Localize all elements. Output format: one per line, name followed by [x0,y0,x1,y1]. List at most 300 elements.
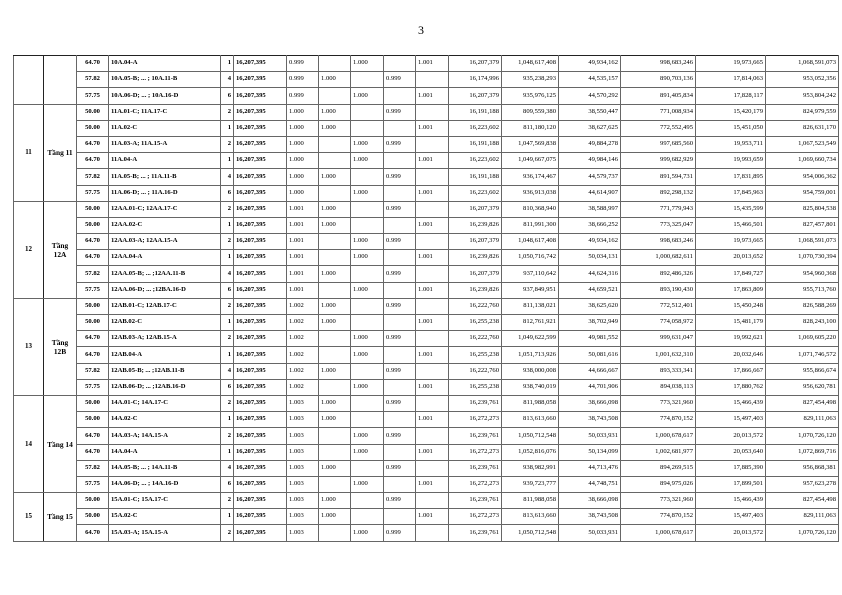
coef-a-cell: 1.000 [319,412,351,428]
unit-code-cell: 11A.06-D; ... ; 11A.16-D [109,185,221,201]
base-price-cell: 16,207,395 [234,56,287,72]
base-price-cell: 16,207,395 [234,315,287,331]
coef-d-cell: 1.001 [416,88,449,104]
coef-floor-cell: 1.003 [287,525,319,541]
coef-a-cell [319,56,351,72]
floor-name-cell: Tầng 12B [44,298,77,395]
vat-cell: 15,466,439 [696,493,766,509]
coef-a-cell: 1.000 [319,493,351,509]
land-value-cell: 894,269,515 [621,460,696,476]
coef-floor-cell: 0.999 [287,88,319,104]
table-row [14,136,839,152]
maintenance-fee-cell: 38,625,620 [559,298,621,314]
price-before-vat-cell: 1,050,716,742 [502,250,559,266]
coef-c-cell [384,88,416,104]
total-price-cell: 1,069,660,734 [766,153,839,169]
coef-floor-cell: 0.999 [287,56,319,72]
land-value-cell: 773,325,047 [621,217,696,233]
land-value-cell: 771,779,943 [621,201,696,217]
coef-a-cell [319,282,351,298]
total-price-cell: 1,072,869,716 [766,444,839,460]
vat-cell: 17,863,809 [696,282,766,298]
unit-code-cell: 12AA.05-B; ... ;12AA.11-B [109,266,221,282]
vat-cell: 15,451,050 [696,120,766,136]
base-price-cell: 16,207,395 [234,266,287,282]
vat-cell: 15,435,599 [696,201,766,217]
coef-c-cell: 0.999 [384,395,416,411]
page-number: 3 [418,23,424,37]
unit-code-cell: 11A.05-B; ... ; 11A.11-B [109,169,221,185]
quantity-cell: 2 [221,525,234,541]
area-cell: 50.00 [77,493,109,509]
maintenance-fee-cell: 50,034,131 [559,250,621,266]
table-row [14,282,839,298]
quantity-cell: 1 [221,444,234,460]
coef-c-cell: 0.999 [384,493,416,509]
vat-cell: 17,845,963 [696,185,766,201]
price-before-vat-cell: 809,559,380 [502,104,559,120]
coef-b-cell [351,509,384,525]
price-before-vat-cell: 1,051,713,926 [502,347,559,363]
unit-price-cell: 16,239,826 [449,282,502,298]
total-price-cell: 829,111,063 [766,412,839,428]
unit-code-cell: 10A.06-D; ... ; 10A.16-D [109,88,221,104]
unit-price-cell: 16,222,760 [449,363,502,379]
coef-b-cell [351,298,384,314]
coef-c-cell: 0.999 [384,72,416,88]
coef-d-cell [416,266,449,282]
area-cell: 57.75 [77,185,109,201]
maintenance-fee-cell: 44,666,667 [559,363,621,379]
coef-floor-cell: 1.000 [287,120,319,136]
maintenance-fee-cell: 49,984,146 [559,153,621,169]
unit-price-cell: 16,239,761 [449,428,502,444]
total-price-cell: 827,454,498 [766,395,839,411]
quantity-cell: 6 [221,88,234,104]
base-price-cell: 16,207,395 [234,201,287,217]
coef-b-cell [351,217,384,233]
coef-c-cell: 0.999 [384,234,416,250]
unit-price-cell: 16,222,760 [449,298,502,314]
price-before-vat-cell: 938,000,008 [502,363,559,379]
coef-floor-cell: 1.003 [287,460,319,476]
coef-c-cell: 0.999 [384,525,416,541]
coef-floor-cell: 1.001 [287,201,319,217]
price-before-vat-cell: 935,238,293 [502,72,559,88]
area-cell: 64.70 [77,444,109,460]
table-body [14,56,839,542]
land-value-cell: 893,190,430 [621,282,696,298]
unit-price-cell: 16,207,379 [449,266,502,282]
unit-price-cell: 16,223,602 [449,153,502,169]
coef-b-cell [351,120,384,136]
unit-price-cell: 16,207,379 [449,201,502,217]
unit-code-cell: 12AB.05-B; ... ;12AB.11-B [109,363,221,379]
coef-a-cell [319,250,351,266]
vat-cell: 19,953,711 [696,136,766,152]
unit-code-cell: 12AA.04-A [109,250,221,266]
base-price-cell: 16,207,395 [234,379,287,395]
coef-d-cell [416,525,449,541]
land-value-cell: 999,631,047 [621,331,696,347]
base-price-cell: 16,207,395 [234,460,287,476]
table-row [14,412,839,428]
coef-floor-cell: 1.003 [287,412,319,428]
vat-cell: 15,497,403 [696,509,766,525]
unit-code-cell: 14A.02-C [109,412,221,428]
area-cell: 57.75 [77,282,109,298]
total-price-cell: 953,052,356 [766,72,839,88]
land-value-cell: 774,870,152 [621,509,696,525]
land-value-cell: 893,333,341 [621,363,696,379]
unit-price-cell: 16,239,761 [449,493,502,509]
unit-code-cell: 11A.02-C [109,120,221,136]
quantity-cell: 1 [221,412,234,428]
maintenance-fee-cell: 38,666,098 [559,395,621,411]
unit-price-cell: 16,255,238 [449,379,502,395]
quantity-cell: 1 [221,509,234,525]
coef-b-cell: 1.000 [351,379,384,395]
unit-price-cell: 16,191,188 [449,136,502,152]
area-cell: 50.00 [77,395,109,411]
coef-b-cell [351,72,384,88]
coef-floor-cell: 1.001 [287,250,319,266]
maintenance-fee-cell: 38,743,508 [559,412,621,428]
area-cell: 64.70 [77,136,109,152]
quantity-cell: 2 [221,395,234,411]
unit-code-cell: 12AB.03-A; 12AB.15-A [109,331,221,347]
coef-c-cell [384,185,416,201]
coef-b-cell: 1.000 [351,88,384,104]
total-price-cell: 1,070,726,120 [766,525,839,541]
base-price-cell: 16,207,395 [234,395,287,411]
coef-a-cell: 1.000 [319,72,351,88]
coef-b-cell: 1.000 [351,428,384,444]
area-cell: 50.00 [77,104,109,120]
coef-c-cell [384,509,416,525]
coef-c-cell: 0.999 [384,201,416,217]
table-row [14,476,839,492]
floor-number-cell: 14 [14,395,44,492]
coef-d-cell: 1.001 [416,153,449,169]
coef-a-cell: 1.000 [319,217,351,233]
land-value-cell: 890,703,136 [621,72,696,88]
base-price-cell: 16,207,395 [234,217,287,233]
coef-d-cell [416,169,449,185]
total-price-cell: 954,006,362 [766,169,839,185]
unit-price-cell: 16,191,188 [449,104,502,120]
total-price-cell: 956,868,381 [766,460,839,476]
table-row [14,315,839,331]
coef-d-cell [416,395,449,411]
base-price-cell: 16,207,395 [234,444,287,460]
table-row [14,298,839,314]
unit-code-cell: 10A.05-B; ... ; 10A.11-B [109,72,221,88]
area-cell: 57.75 [77,379,109,395]
vat-cell: 20,013,572 [696,428,766,444]
coef-floor-cell: 1.002 [287,363,319,379]
quantity-cell: 4 [221,460,234,476]
coef-a-cell [319,525,351,541]
unit-price-cell: 16,223,602 [449,120,502,136]
coef-a-cell [319,428,351,444]
area-cell: 57.75 [77,476,109,492]
coef-floor-cell: 1.002 [287,331,319,347]
coef-c-cell [384,476,416,492]
land-value-cell: 774,870,152 [621,412,696,428]
vat-cell: 17,866,667 [696,363,766,379]
quantity-cell: 6 [221,185,234,201]
coef-c-cell [384,217,416,233]
total-price-cell: 954,759,001 [766,185,839,201]
area-cell: 57.82 [77,169,109,185]
total-price-cell: 826,588,269 [766,298,839,314]
coef-c-cell [384,412,416,428]
floor-name-cell: Tầng 15 [44,493,77,542]
area-cell: 64.70 [77,56,109,72]
unit-price-cell: 16,255,238 [449,315,502,331]
price-before-vat-cell: 1,049,667,075 [502,153,559,169]
base-price-cell: 16,207,395 [234,88,287,104]
unit-price-cell: 16,207,379 [449,56,502,72]
quantity-cell: 1 [221,347,234,363]
coef-b-cell [351,315,384,331]
coef-c-cell: 0.999 [384,428,416,444]
coef-floor-cell: 1.000 [287,185,319,201]
unit-price-cell: 16,239,761 [449,460,502,476]
coef-b-cell: 1.000 [351,136,384,152]
quantity-cell: 2 [221,298,234,314]
coef-d-cell: 1.001 [416,347,449,363]
coef-c-cell: 0.999 [384,136,416,152]
price-before-vat-cell: 935,976,125 [502,88,559,104]
area-cell: 50.00 [77,412,109,428]
coef-a-cell [319,88,351,104]
floor-number-cell: 11 [14,104,44,201]
coef-c-cell: 0.999 [384,363,416,379]
coef-d-cell [416,104,449,120]
coef-floor-cell: 1.002 [287,315,319,331]
quantity-cell: 4 [221,363,234,379]
land-value-cell: 894,975,026 [621,476,696,492]
unit-code-cell: 14A.06-D; ... ; 14A.16-D [109,476,221,492]
unit-price-cell: 16,272,273 [449,509,502,525]
coef-b-cell [351,363,384,379]
floor-name-cell: Tầng 11 [44,104,77,201]
price-before-vat-cell: 813,613,660 [502,412,559,428]
quantity-cell: 1 [221,315,234,331]
coef-floor-cell: 1.002 [287,298,319,314]
table-row [14,104,839,120]
table-row [14,250,839,266]
quantity-cell: 2 [221,104,234,120]
area-cell: 64.70 [77,347,109,363]
quantity-cell: 2 [221,331,234,347]
coef-d-cell [416,460,449,476]
land-value-cell: 892,486,326 [621,266,696,282]
land-value-cell: 892,298,132 [621,185,696,201]
coef-b-cell: 1.000 [351,444,384,460]
floor-number-cell: 12 [14,201,44,298]
unit-code-cell: 14A.04-A [109,444,221,460]
coef-d-cell [416,331,449,347]
land-value-cell: 1,000,678,617 [621,428,696,444]
coef-d-cell [416,493,449,509]
total-price-cell: 1,069,605,220 [766,331,839,347]
unit-code-cell: 15A.01-C; 15A.17-C [109,493,221,509]
total-price-cell: 1,067,523,549 [766,136,839,152]
floor-name-cell [44,56,77,105]
coef-b-cell: 1.000 [351,185,384,201]
coef-b-cell: 1.000 [351,282,384,298]
coef-floor-cell: 1.000 [287,136,319,152]
vat-cell: 19,973,665 [696,234,766,250]
coef-floor-cell: 1.001 [287,234,319,250]
coef-d-cell: 1.001 [416,444,449,460]
unit-code-cell: 10A.04-A [109,56,221,72]
price-before-vat-cell: 1,052,816,076 [502,444,559,460]
price-before-vat-cell: 1,047,569,838 [502,136,559,152]
coef-d-cell: 1.001 [416,412,449,428]
total-price-cell: 1,068,591,073 [766,234,839,250]
coef-b-cell: 1.000 [351,234,384,250]
coef-floor-cell: 1.003 [287,476,319,492]
vat-cell: 20,013,572 [696,525,766,541]
vat-cell: 17,880,762 [696,379,766,395]
land-value-cell: 1,001,632,310 [621,347,696,363]
price-before-vat-cell: 937,849,951 [502,282,559,298]
coef-d-cell: 1.001 [416,315,449,331]
coef-d-cell: 1.001 [416,379,449,395]
coef-a-cell: 1.000 [319,266,351,282]
maintenance-fee-cell: 38,666,252 [559,217,621,233]
coef-a-cell: 1.000 [319,201,351,217]
land-value-cell: 774,058,972 [621,315,696,331]
coef-floor-cell: 1.000 [287,104,319,120]
table-row [14,460,839,476]
table-row [14,347,839,363]
maintenance-fee-cell: 38,743,508 [559,509,621,525]
table-row [14,509,839,525]
price-before-vat-cell: 939,723,777 [502,476,559,492]
coef-a-cell: 1.000 [319,315,351,331]
price-before-vat-cell: 1,050,712,548 [502,428,559,444]
coef-floor-cell: 1.000 [287,153,319,169]
base-price-cell: 16,207,395 [234,72,287,88]
quantity-cell: 1 [221,250,234,266]
total-price-cell: 953,804,242 [766,88,839,104]
coef-b-cell [351,169,384,185]
unit-price-cell: 16,222,760 [449,331,502,347]
unit-price-cell: 16,207,379 [449,88,502,104]
vat-cell: 15,466,501 [696,217,766,233]
coef-a-cell [319,444,351,460]
unit-price-cell: 16,239,826 [449,217,502,233]
coef-d-cell: 1.001 [416,217,449,233]
total-price-cell: 1,070,726,120 [766,428,839,444]
unit-code-cell: 12AA.03-A; 12AA.15-A [109,234,221,250]
maintenance-fee-cell: 38,702,949 [559,315,621,331]
coef-a-cell: 1.000 [319,363,351,379]
land-value-cell: 894,038,113 [621,379,696,395]
maintenance-fee-cell: 50,033,931 [559,428,621,444]
coef-b-cell [351,395,384,411]
quantity-cell: 4 [221,169,234,185]
table-row [14,379,839,395]
vat-cell: 15,466,439 [696,395,766,411]
maintenance-fee-cell: 44,579,737 [559,169,621,185]
price-before-vat-cell: 1,050,712,548 [502,525,559,541]
unit-price-cell: 16,223,602 [449,185,502,201]
unit-code-cell: 11A.01-C; 11A.17-C [109,104,221,120]
coef-d-cell: 1.001 [416,250,449,266]
land-value-cell: 891,594,731 [621,169,696,185]
land-value-cell: 998,683,246 [621,234,696,250]
coef-d-cell: 1.001 [416,120,449,136]
floor-name-cell: Tầng 14 [44,395,77,492]
table-row [14,395,839,411]
maintenance-fee-cell: 38,627,625 [559,120,621,136]
coef-b-cell: 1.000 [351,153,384,169]
coef-b-cell: 1.000 [351,56,384,72]
quantity-cell: 1 [221,56,234,72]
vat-cell: 20,053,640 [696,444,766,460]
price-before-vat-cell: 813,613,660 [502,509,559,525]
land-value-cell: 998,683,246 [621,56,696,72]
maintenance-fee-cell: 38,666,098 [559,493,621,509]
table-row [14,56,839,72]
vat-cell: 17,828,117 [696,88,766,104]
quantity-cell: 6 [221,379,234,395]
maintenance-fee-cell: 50,081,616 [559,347,621,363]
base-price-cell: 16,207,395 [234,104,287,120]
table-row [14,428,839,444]
coef-floor-cell: 1.003 [287,493,319,509]
maintenance-fee-cell: 49,981,552 [559,331,621,347]
area-cell: 64.70 [77,153,109,169]
maintenance-fee-cell: 38,550,447 [559,104,621,120]
table-row [14,169,839,185]
base-price-cell: 16,207,395 [234,169,287,185]
vat-cell: 19,993,659 [696,153,766,169]
table-row [14,363,839,379]
coef-c-cell: 0.999 [384,266,416,282]
vat-cell: 17,831,895 [696,169,766,185]
table-row [14,493,839,509]
coef-d-cell [416,201,449,217]
maintenance-fee-cell: 49,884,278 [559,136,621,152]
floor-name-cell: Tầng 12A [44,201,77,298]
coef-a-cell [319,379,351,395]
unit-code-cell: 14A.03-A; 14A.15-A [109,428,221,444]
land-value-cell: 999,682,929 [621,153,696,169]
price-before-vat-cell: 938,740,019 [502,379,559,395]
vat-cell: 15,420,179 [696,104,766,120]
base-price-cell: 16,207,395 [234,493,287,509]
coef-a-cell: 1.000 [319,104,351,120]
area-cell: 50.00 [77,201,109,217]
table-row [14,331,839,347]
coef-floor-cell: 1.001 [287,282,319,298]
vat-cell: 15,481,179 [696,315,766,331]
coef-floor-cell: 1.003 [287,395,319,411]
maintenance-fee-cell: 44,614,907 [559,185,621,201]
maintenance-fee-cell: 44,713,476 [559,460,621,476]
land-value-cell: 997,685,560 [621,136,696,152]
unit-code-cell: 12AB.04-A [109,347,221,363]
quantity-cell: 6 [221,282,234,298]
area-cell: 50.00 [77,509,109,525]
